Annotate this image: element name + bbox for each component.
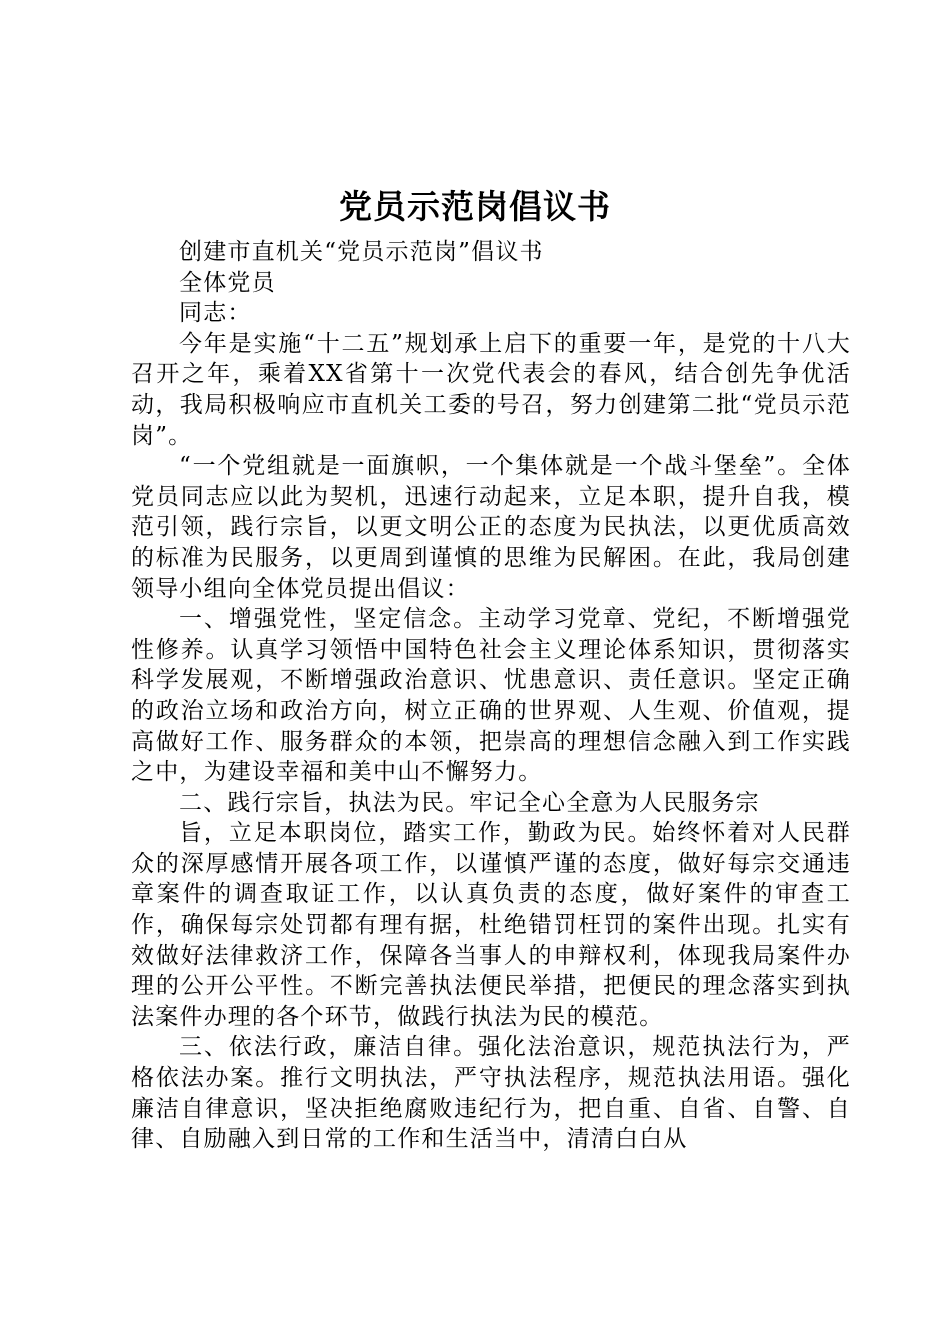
- body-paragraph: 二、践行宗旨，执法为民。牢记全心全意为人民服务宗: [179, 789, 760, 816]
- body-paragraph: “一个党组就是一面旗帜，一个集体就是一个战斗堡垒”。全体党员同志应以此为契机，迅速行动起来，立足本职，提升自我，模范引领，践行宗旨，以更文明公正的态度为民执法，以更优质高效的标准为民服务，以更周到谨慎的思维为民解困。在此，我局创建领导小组向全体党员提出倡议：: [131, 453, 851, 602]
- body-paragraph: 旨，立足本职岗位，踏实工作，勤政为民。始终怀着对人民群众的深厚感情开展各项工作，以谨慎严谨的态度，做好每宗交通违章案件的调查取证工作，以认真负责的态度，做好案件的审查工作，确保每宗处罚都有理有据，杜绝错罚枉罚的案件出现。扎实有效做好法律救济工作，保障各当事人的申辩权利，体现我局案件办理的公开公平性。不断完善执法便民举措，把便民的理念落实到执法案件办理的各个环节，做践行执法为民的模范。: [131, 820, 851, 1030]
- body-paragraph: 三、依法行政，廉洁自律。强化法治意识，规范执法行为，严格依法办案。推行文明执法，严守执法程序，规范执法用语。强化廉洁自律意识，坚决拒绝腐败违纪行为，把自重、自省、自警、自律、自励融入到日常的工作和生活当中，清清白白从: [131, 1034, 851, 1153]
- salutation-line: 同志：: [179, 300, 252, 327]
- body-paragraph: 今年是实施“十二五”规划承上启下的重要一年，是党的十八大召开之年，乘着XX省第十一次党代表会的春风，结合创先争优活动，我局积极响应市直机关工委的号召，努力创建第二批“党员示范岗”。: [131, 330, 851, 449]
- subtitle-line: 创建市直机关“党员示范岗”倡议书: [179, 239, 544, 265]
- document-title: 党员示范岗倡议书: [339, 187, 611, 226]
- document-body: [131, 237, 851, 1155]
- body-paragraph: 一、增强党性，坚定信念。主动学习党章、党纪，不断增强党性修养。认真学习领悟中国特色社会主义理论体系知识，贯彻落实科学发展观，不断增强政治意识、忧患意识、责任意识。坚定正确的政治立场和政治方向，树立正确的世界观、人生观、价值观，提高做好工作、服务群众的本领，把崇高的理想信念融入到工作实践之中，为建设幸福和美中山不懈努力。: [131, 606, 851, 786]
- salutation-line: 全体党员: [179, 269, 276, 296]
